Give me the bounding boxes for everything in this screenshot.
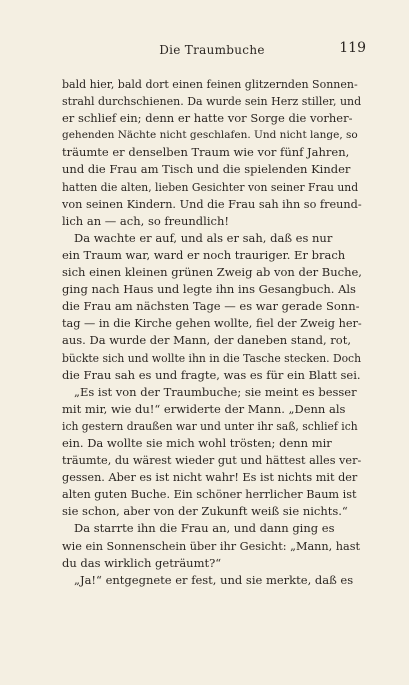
text-line: die Frau am nächsten Tage — es war gerade Sonn-: [62, 299, 360, 314]
text-line: gehenden Nächte nicht geschlafen. Und nicht lange, so: [62, 129, 358, 142]
text-line: strahl durchschienen. Da wurde sein Herz stiller, und: [62, 95, 362, 109]
text-line: aus. Da wurde der Mann, der daneben stand, rot,: [62, 333, 351, 348]
text-line: mit mir, wie du!“ erwiderte der Mann. „Denn als: [62, 401, 346, 416]
text-line: hatten die alten, lieben Gesichter von seiner Frau und: [62, 180, 359, 194]
text-line: von seinen Kindern. Und die Frau sah ihn so freund-: [62, 197, 362, 211]
text-line: und die Frau am Tisch und die spielenden Kinder: [62, 162, 351, 177]
text-line: bückte sich und wollte ihn in die Tasche stecken. Doch: [62, 351, 362, 365]
text-line: wie ein Sonnenschein über ihr Gesicht: „Mann, hast: [62, 539, 361, 553]
text-line: ein. Da wollte sie mich wohl trösten; denn mir: [62, 435, 332, 450]
text-line: Da starrte ihn die Frau an, und dann ging es: [74, 521, 335, 536]
running-title: Die Traumbuche: [159, 43, 265, 57]
body-text: [62, 76, 362, 589]
text-line: sie schon, aber von der Zukunft weiß sie nichts.“: [62, 504, 348, 519]
text-line: „Es ist von der Traumbuche; sie meint es besser: [74, 384, 357, 399]
text-line: lich an — ach, so freundlich!: [62, 213, 229, 228]
page-number: 119: [339, 40, 366, 56]
text-line: alten guten Buche. Ein schöner herrlicher Baum ist: [62, 488, 357, 502]
text-line: sich einen kleinen grünen Zweig ab von der Buche,: [62, 265, 362, 280]
text-line: gessen. Aber es ist nicht wahr! Es ist nichts mit der: [62, 471, 358, 485]
text-line: „Ja!“ entgegnete er fest, und sie merkte, daß es: [74, 572, 354, 587]
text-line: ich gestern draußen war und unter ihr saß, schlief ich: [62, 419, 358, 433]
running-header: [62, 40, 366, 60]
text-line: Da wachte er auf, und als er sah, daß es nur: [74, 230, 333, 245]
text-line: er schlief ein; denn er hatte vor Sorge die vorher-: [62, 111, 353, 126]
text-line: die Frau sah es und fragte, was es für ein Blatt sei.: [62, 367, 361, 382]
text-line: du das wirklich geträumt?“: [62, 555, 222, 570]
text-line: träumte, du wärest wieder gut und hättest alles ver-: [62, 454, 362, 468]
text-line: ein Traum war, ward er noch trauriger. Er brach: [62, 247, 346, 262]
text-line: tag — in die Kirche gehen wollte, fiel der Zweig her-: [62, 317, 362, 331]
text-line: ging nach Haus und legte ihn ins Gesangbuch. Als: [62, 282, 356, 297]
text-line: bald hier, bald dort einen feinen glitzernden Sonnen-: [62, 78, 358, 91]
text-line: träumte er denselben Traum wie vor fünf Jahren,: [62, 145, 350, 160]
